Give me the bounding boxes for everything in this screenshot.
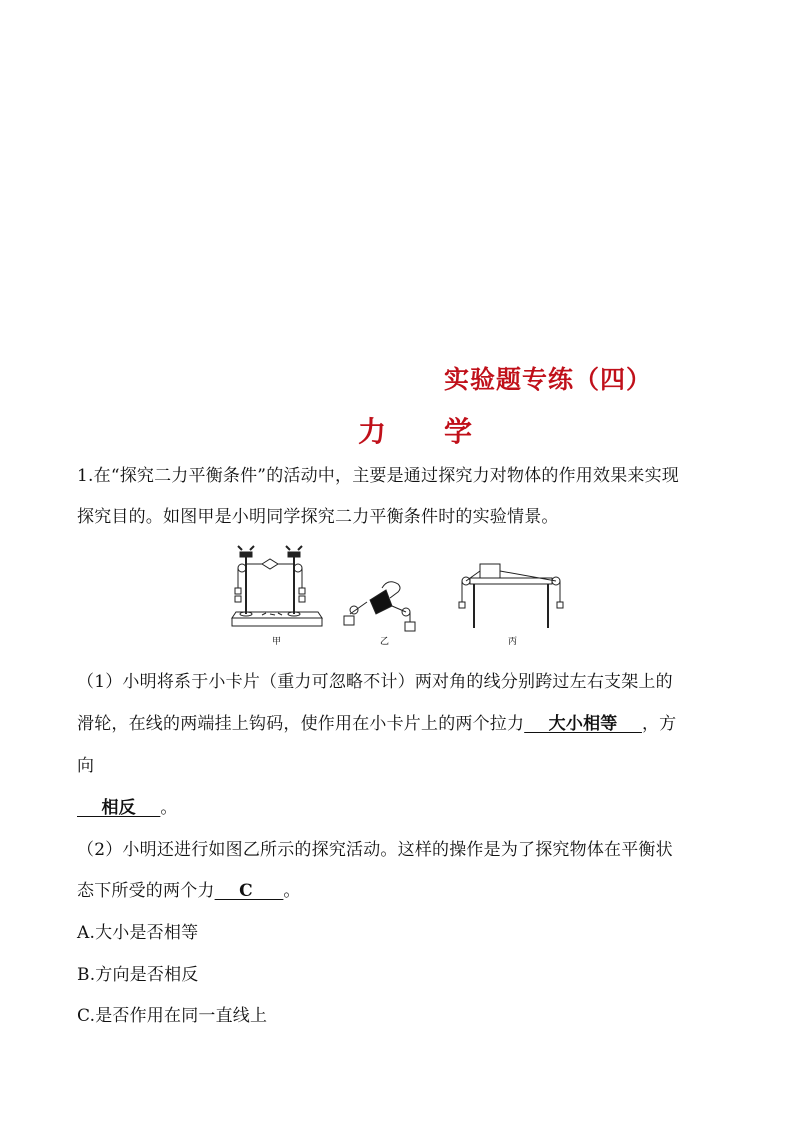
figure-caption-bing: 丙 <box>508 637 518 647</box>
part-1-line-4-tail: 。 <box>160 798 178 818</box>
subtitle-char-1: 力 <box>358 415 387 448</box>
figure-jia <box>232 546 322 626</box>
experiment-figure <box>222 540 582 652</box>
figure-caption-yi: 乙 <box>380 637 390 647</box>
option-a: A.大小是否相等 <box>77 923 199 943</box>
page-title: 实验题专练（四） <box>444 365 653 394</box>
part-1-line-3: 向 <box>77 756 95 776</box>
question-1-line-1: 1.在“探究二力平衡条件”的活动中，主要是通过探究力对物体的作用效果来实现 <box>77 466 679 486</box>
subtitle-char-2: 学 <box>444 415 473 448</box>
answer-3: C <box>214 881 284 901</box>
figure-caption-jia: 甲 <box>272 637 282 647</box>
part-2-line-2-tail: 。 <box>283 881 301 901</box>
part-2-line-1: （2）小明还进行如图乙所示的探究活动。这样的操作是为了探究物体在平衡状 <box>77 840 673 860</box>
figure-yi <box>344 582 415 631</box>
part-1-line-4 <box>77 793 178 818</box>
part-1-line-1: （1）小明将系于小卡片（重力可忽略不计）两对角的线分别跨过左右支架上的 <box>77 672 673 692</box>
part-1-line-2 <box>77 709 676 734</box>
option-c: C.是否作用在同一直线上 <box>77 1006 268 1026</box>
part-1-line-2-text: 滑轮，在线的两端挂上钩码，使作用在小卡片上的两个拉力 <box>77 714 525 734</box>
answer-2: 相反 <box>77 798 161 818</box>
part-1-line-2-tail: ，方 <box>641 714 677 734</box>
page-subtitle <box>358 410 558 450</box>
part-2-line-2 <box>77 876 301 901</box>
option-b: B.方向是否相反 <box>77 965 199 985</box>
part-2-line-2-text: 态下所受的两个力 <box>77 881 215 901</box>
figure-bing <box>459 564 563 628</box>
answer-1: 大小相等 <box>524 714 642 734</box>
question-1-line-2: 探究目的。如图甲是小明同学探究二力平衡条件时的实验情景。 <box>77 507 559 527</box>
